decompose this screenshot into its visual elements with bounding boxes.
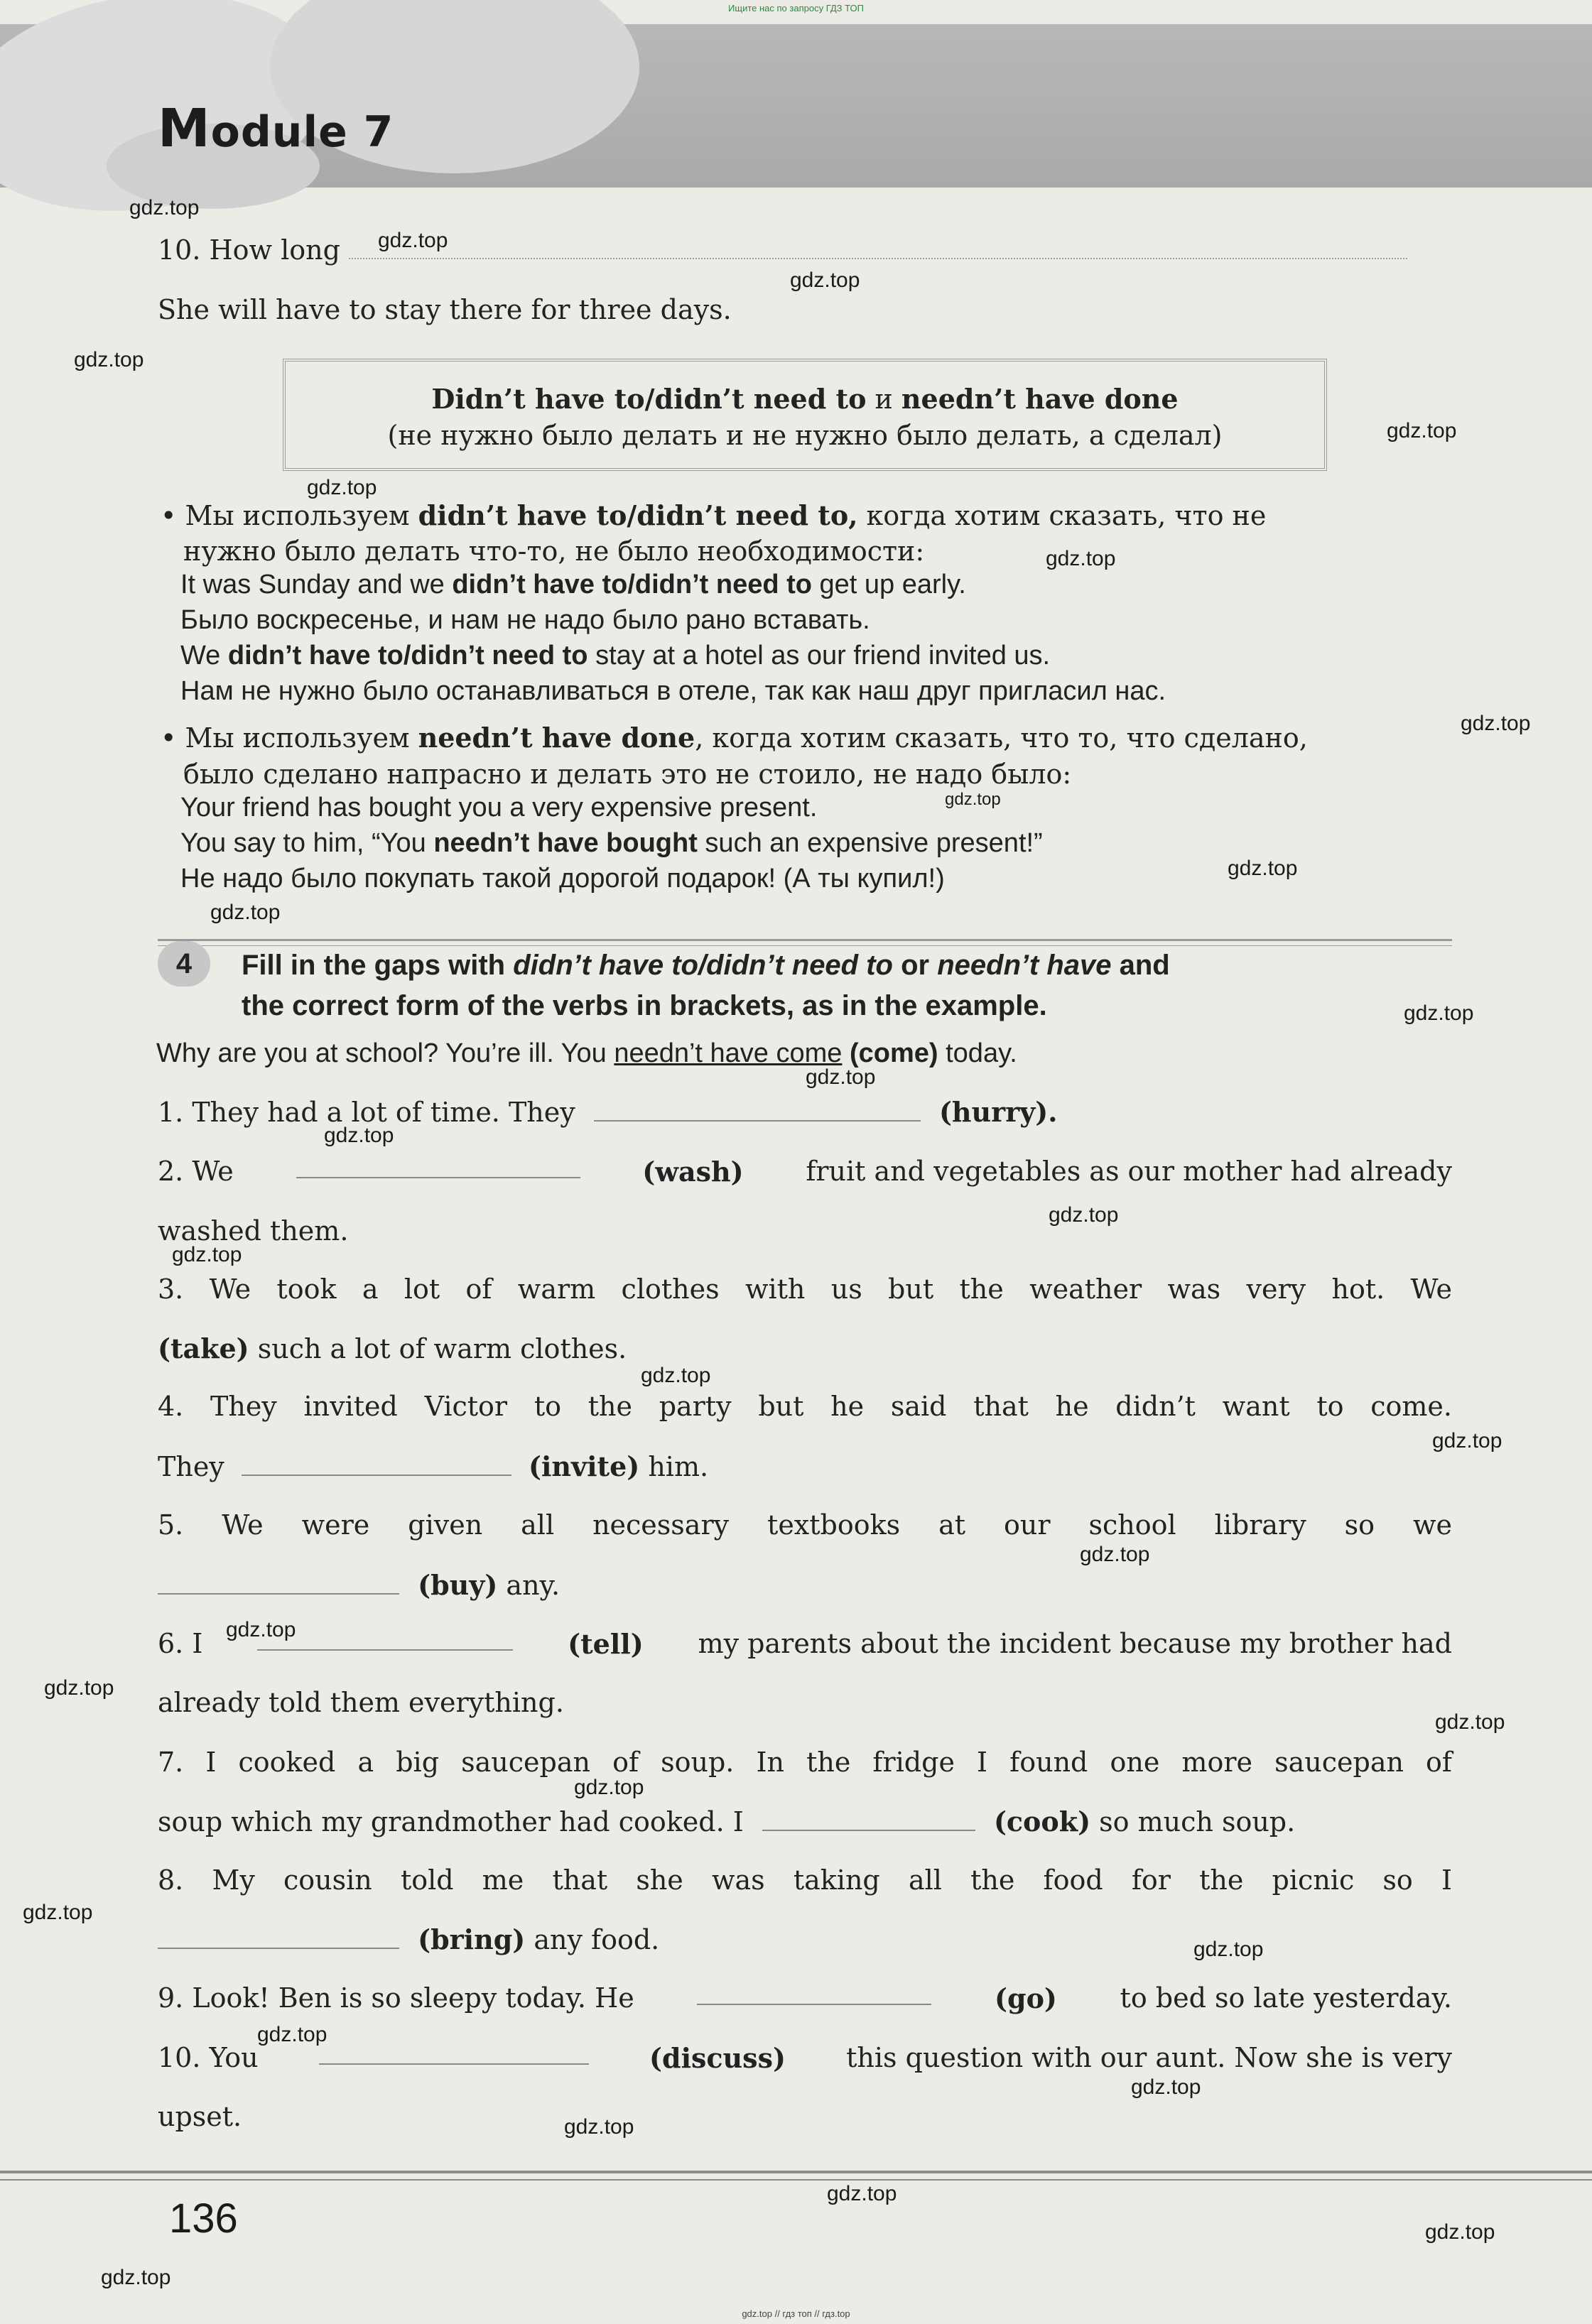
item-8-gap[interactable] (158, 1926, 399, 1949)
watermark: gdz.top (1131, 2075, 1201, 2099)
item-5: 5. We were given all necessary textbooks at our school library so we (158, 1509, 1452, 1541)
rule-box (283, 359, 1327, 471)
watermark: gdz.top (1193, 1938, 1264, 1961)
item-9: 9. Look! Ben is so sleepy today. He (go) to bed so late yesterday. (158, 1982, 1452, 2014)
watermark: gdz.top (574, 1776, 644, 1799)
watermark: gdz.top (1432, 1429, 1502, 1452)
item-8: 8. My cousin told me that she was taking all the food for the picnic so I (158, 1864, 1452, 1896)
bullet-1-lead: • Мы используем didn’t have to/didn’t need to, когда хотим сказать, что не (161, 499, 1267, 531)
watermark: gdz.top (1461, 712, 1531, 735)
watermark: gdz.top (307, 476, 377, 499)
exercise-instruction-1: Fill in the gaps with didn’t have to/didn’t need to or needn’t have and (242, 950, 1170, 981)
item-7-cont: soup which my grandmother had cooked. I (cook) so much soup. (158, 1806, 1296, 1837)
watermark: gdz.top (378, 229, 448, 252)
item-5-gap[interactable] (158, 1572, 399, 1595)
watermark: gdz.top (226, 1618, 296, 1641)
watermark: gdz.top (324, 1124, 394, 1147)
item-7-gap[interactable] (762, 1808, 975, 1831)
top-note: Ищите нас по запросу ГДЗ ТОП (728, 3, 864, 13)
item-8-cont: (bring) any food. (158, 1923, 659, 1955)
item-1-gap[interactable] (594, 1099, 921, 1122)
watermark: gdz.top (257, 2023, 327, 2046)
watermark: gdz.top (1080, 1543, 1150, 1566)
item-9-gap[interactable] (697, 1982, 931, 2005)
footer-rule (0, 2171, 1592, 2181)
item-6: 6. I (tell) my parents about the incident because my brother had (158, 1628, 1452, 1660)
bullet-2-example-1: Your friend has bought you a very expensive present. (180, 793, 818, 822)
exercise-example: Why are you at school? You’re ill. You needn’t have come (come) today. (156, 1038, 1017, 1068)
watermark: gdz.top (641, 1364, 711, 1387)
ex3-answer: She will have to stay there for three days. (158, 294, 732, 325)
item-10-cont: upset. (158, 2101, 242, 2132)
bullet-1-translation-2: Нам не нужно было останавливаться в отеле, так как наш друг пригласил нас. (180, 676, 1166, 706)
watermark: gdz.top (806, 1065, 876, 1089)
bullet-2-example-2: You say to him, “You needn’t have bought such an expensive present!” (180, 828, 1043, 858)
bullet-1-translation-1: Было воскресенье, и нам не надо было рано вставать. (180, 605, 870, 635)
item-7: 7. I cooked a big saucepan of soup. In the fridge I found one more saucepan of (158, 1747, 1452, 1778)
watermark: gdz.top (101, 2266, 171, 2289)
exercise-number: 4 (158, 941, 210, 987)
item-4-gap[interactable] (242, 1453, 511, 1476)
watermark: gdz.top (1425, 2220, 1495, 2244)
item-10-gap[interactable] (319, 2042, 589, 2065)
watermark: gdz.top (210, 901, 281, 924)
watermark: gdz.top (1228, 857, 1298, 880)
watermark: gdz.top (23, 1901, 93, 1924)
bullet-2-lead: • Мы используем needn’t have done, когда хотим сказать, что то, что сделано, (161, 722, 1308, 754)
ex3-question-10 (158, 234, 1407, 266)
item-10: 10. You (discuss) this question with our aunt. Now she is very (158, 2042, 1452, 2074)
watermark: gdz.top (129, 196, 200, 219)
watermark: gdz.top (564, 2115, 634, 2139)
rule-title: Didn’t have to/didn’t need to и needn’t have done (431, 383, 1179, 415)
watermark: gdz.top (790, 268, 860, 292)
item-6-cont: already told them everything. (158, 1687, 564, 1718)
watermark: gdz.top (44, 1676, 114, 1700)
item-3: 3. We took a lot of warm clothes with us but the weather was very hot. We (158, 1274, 1452, 1305)
exercise-instruction-2: the correct form of the verbs in brackets, as in the example. (242, 990, 1047, 1021)
watermark: gdz.top (1435, 1710, 1505, 1734)
item-4-cont: They (invite) him. (158, 1450, 709, 1482)
bullet-1-lead2: нужно было делать что-то, не было необходимости: (183, 536, 925, 567)
watermark: gdz.top (1049, 1203, 1119, 1227)
rule-subtitle: (не нужно было делать и не нужно было делать, а сделал) (387, 420, 1223, 451)
watermark: gdz.top (1387, 419, 1457, 442)
item-2: 2. We (wash) fruit and vegetables as our mother had already (158, 1156, 1452, 1188)
page-number: 136 (169, 2195, 238, 2242)
item-5-cont: (buy) any. (158, 1569, 560, 1601)
watermark: gdz.top (1046, 547, 1116, 570)
section-divider (158, 939, 1452, 946)
bullet-2-translation: Не надо было покупать такой дорогой подарок! (А ты купил!) (180, 864, 945, 894)
watermark: gdz.top (1404, 1001, 1474, 1025)
watermark: gdz.top (827, 2182, 897, 2205)
item-2-gap[interactable] (296, 1156, 580, 1178)
bullet-1-example-1: It was Sunday and we didn’t have to/didn’t need to get up early. (180, 570, 966, 599)
item-2-cont: washed them. (158, 1215, 349, 1247)
bullet-1-example-2: We didn’t have to/didn’t need to stay at a hotel as our friend invited us. (180, 641, 1051, 670)
item-4: 4. They invited Victor to the party but he said that he didn’t want to come. (158, 1391, 1452, 1422)
watermark: gdz.top (74, 348, 144, 371)
q10-text: 10. How long (158, 234, 340, 266)
module-title: Module 7 (158, 98, 394, 159)
watermark: gdz.top (172, 1243, 242, 1266)
q10-answer-line[interactable] (349, 237, 1407, 259)
item-3-cont: (take) such a lot of warm clothes. (158, 1332, 627, 1364)
item-1: 1. They had a lot of time. They (hurry). (158, 1096, 1058, 1128)
watermark: gdz.top (945, 790, 1001, 809)
bottom-note: gdz.top // гдз топ // гдз.top (742, 2308, 850, 2319)
bullet-2-lead2: было сделано напрасно и делать это не стоило, не надо было: (183, 759, 1072, 790)
